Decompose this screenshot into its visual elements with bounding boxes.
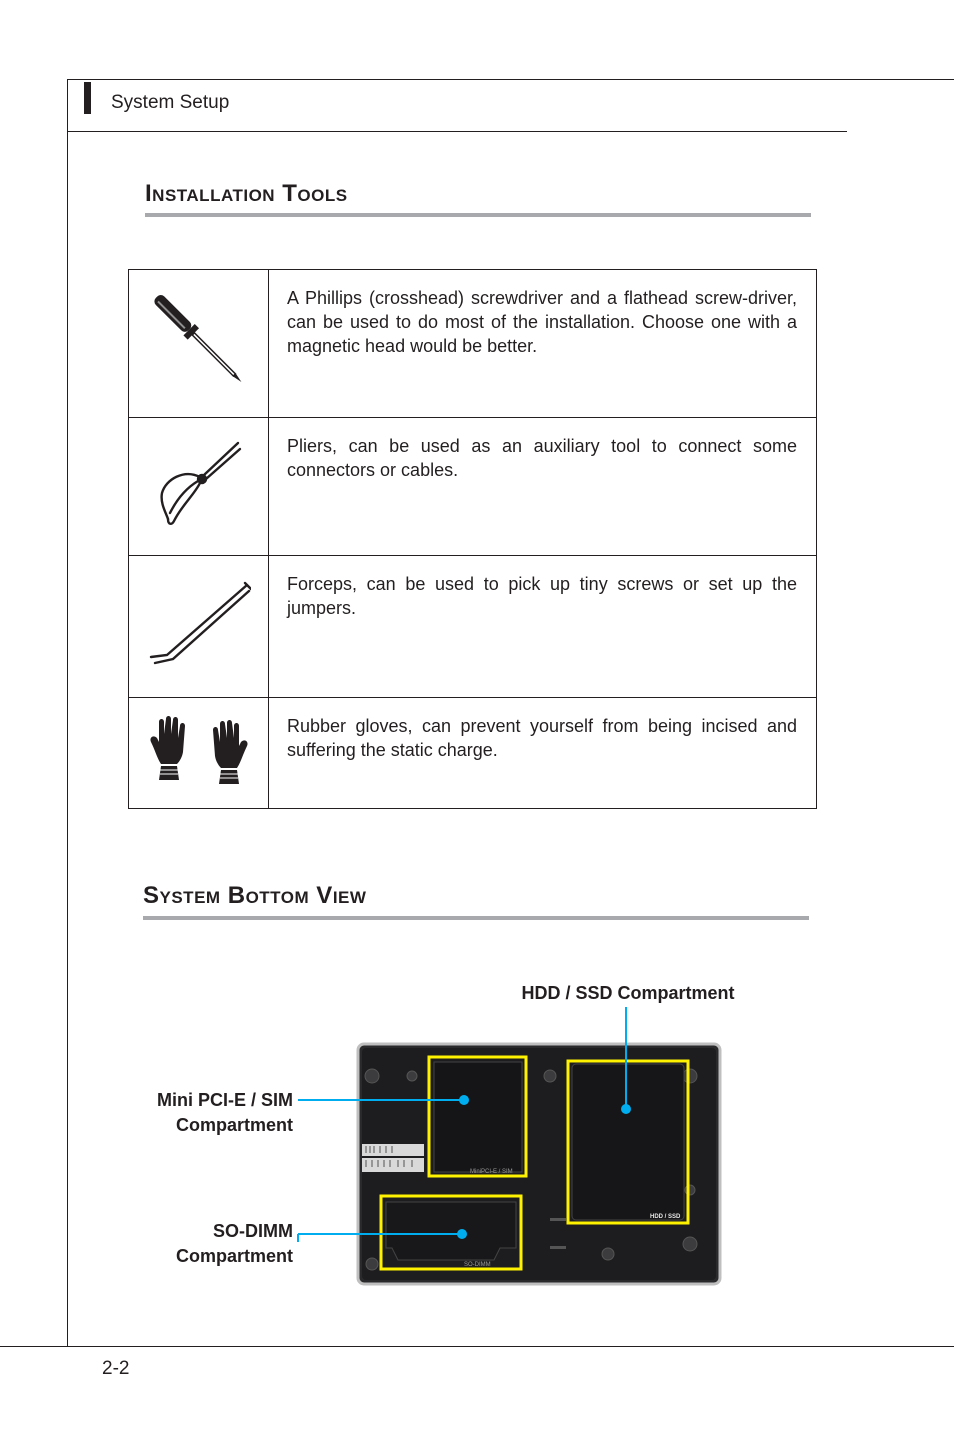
tool-icon-cell (129, 418, 269, 556)
hdd-ssd-callout-label: HDD / SSD Compartment (521, 983, 735, 1003)
tool-icon-cell (129, 698, 269, 809)
header-marker (84, 82, 91, 114)
tool-row (129, 698, 817, 809)
tool-description: Pliers, can be used as an auxiliary tool to connect some connectors or cables. (269, 418, 817, 556)
minipcie-callout-line1: Mini PCI-E / SIM (156, 1090, 293, 1110)
tool-icon-cell (129, 556, 269, 698)
header-section-title: System Setup (111, 92, 230, 113)
gloves-icon (149, 716, 249, 786)
tool-row (129, 556, 817, 698)
sodimm-callout-label (100, 1219, 293, 1269)
page-frame-left (67, 79, 68, 1347)
tool-description: Rubber gloves, can prevent yourself from being incised and suffering the static charge. (269, 698, 817, 809)
tool-row (129, 270, 817, 418)
header-rule (67, 131, 847, 132)
tool-description: Forceps, can be used to pick up tiny screws or set up the jumpers. (269, 556, 817, 698)
minipcie-callout-label (100, 1088, 293, 1138)
page-number: 2-2 (102, 1358, 130, 1379)
sodimm-device-label: SO-DIMM (464, 1262, 491, 1268)
system-bottom-view-title: System Bottom View (143, 882, 367, 909)
tool-icon-cell (129, 270, 269, 418)
installation-tools-rule (145, 213, 811, 217)
tool-row (129, 418, 817, 556)
tool-description: A Phillips (crosshead) screwdriver and a flathead screw-driver, can be used to do most of the installation. Choose one with a magnetic head would be better. (269, 270, 817, 418)
screwdriver-icon (144, 286, 254, 396)
device-bottom-photo (340, 1040, 724, 1286)
tools-table (128, 269, 817, 809)
pliers-icon (154, 439, 244, 529)
minipcie-callout-line2: Compartment (175, 1115, 293, 1135)
system-bottom-view-rule (143, 916, 809, 920)
forceps-icon (147, 581, 251, 667)
page-frame-top (67, 79, 954, 80)
sodimm-callout-line2: Compartment (175, 1246, 293, 1266)
sodimm-callout-line1: SO-DIMM (213, 1221, 293, 1241)
hdd-device-label: HDD / SSD (650, 1214, 681, 1220)
footer-rule (0, 1346, 954, 1347)
minipcie-device-label: MiniPCI-E / SIM (470, 1169, 513, 1175)
installation-tools-title: Installation Tools (145, 180, 348, 207)
